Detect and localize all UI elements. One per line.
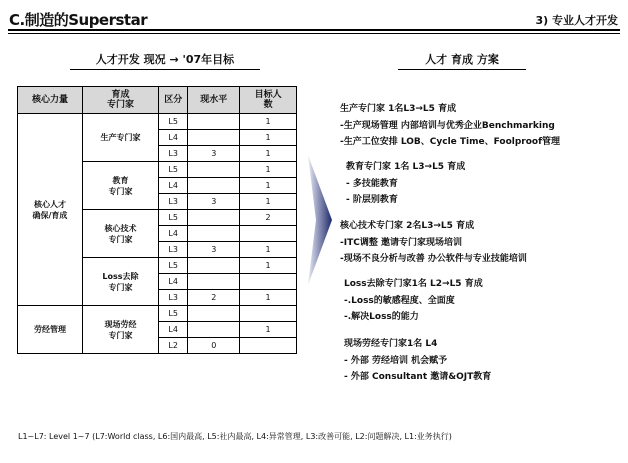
plan-line: -现场不良分析与改善 办公软件与专业技能培训 [340,254,527,264]
current-cell [188,130,240,146]
level-footnote: L1~L7: Level 1~7 (L7:World class, L6:国内最高, L5:社内最高, L4:异常管理, L3:改善可能, L2:问题解决, L1:业务执行) [18,432,452,441]
plan-line: -生产现场管理 内部培训与优秀企业Benchmarking [340,120,555,131]
header-cell-core: 核心力量 [18,87,83,114]
expert-core-tech: 核心技术 专门家 [82,210,158,258]
plan-line: -.Loss的敏感程度、全面度 [344,295,455,306]
level-cell: L4 [159,274,188,290]
current-cell [188,322,240,338]
table-row [18,114,297,130]
level-cell: L3 [159,146,188,162]
expert-production: 生产专门家 [82,114,158,162]
plan-labor-field [344,336,491,386]
right-subtitle: 人才 育成 方案 [398,51,526,70]
current-cell: 3 [188,194,240,210]
plan-production [340,101,560,151]
target-cell: 1 [240,178,297,194]
header-cell-level: 区分 [159,87,188,114]
target-cell: 1 [240,162,297,178]
target-cell: 1 [240,194,297,210]
plan-line: Loss去除专门家1名 L2→L5 育成 [344,279,483,289]
expert-labor-field: 现场劳经 专门家 [82,306,158,354]
current-cell [188,114,240,130]
target-cell [240,306,297,322]
current-cell [188,226,240,242]
header-divider [8,29,620,31]
current-cell [188,258,240,274]
level-cell: L3 [159,242,188,258]
target-cell [240,226,297,242]
current-cell: 2 [188,290,240,306]
talent-status-table [17,86,297,354]
target-cell: 1 [240,130,297,146]
plan-line: - 多技能教育 [346,178,398,189]
current-cell: 3 [188,146,240,162]
table-row [18,306,297,322]
target-cell: 1 [240,290,297,306]
target-cell: 1 [240,322,297,338]
current-cell [188,178,240,194]
plan-line: 现场劳经专门家1名 L4 [344,339,438,349]
chevron-right-icon [308,155,332,285]
current-cell [188,210,240,226]
level-cell: L5 [159,306,188,322]
plan-education [346,159,465,209]
expert-loss-removal: Loss去除 专门家 [82,258,158,306]
level-cell: L4 [159,130,188,146]
header-cell-current: 现水平 [188,87,240,114]
target-cell: 1 [240,242,297,258]
table-header-row [18,87,297,114]
level-cell: L5 [159,210,188,226]
plan-line: -生产工位安排 LOB、Cycle Time、Foolproof管理 [340,137,561,147]
plan-line: - 阶层别教育 [346,195,398,205]
plan-line: 教育专门家 1名 L3→L5 育成 [346,162,466,172]
level-cell: L5 [159,162,188,178]
section-label: 3) 专业人才开发 [535,14,618,27]
target-cell [240,274,297,290]
plan-line: 生产专门家 1名L3→L5 育成 [340,104,457,114]
category-labor-management: 劳经管理 [18,306,83,354]
header-cell-expert: 育成 专门家 [82,87,158,114]
level-cell: L4 [159,178,188,194]
level-cell: L5 [159,114,188,130]
target-cell: 1 [240,258,297,274]
page-title: C.制造的Superstar [9,11,148,29]
level-cell: L3 [159,194,188,210]
category-core-talent: 核心人才 确保/育成 [18,114,83,306]
level-cell: L2 [159,338,188,354]
target-cell: 2 [240,210,297,226]
header-cell-target: 目标人 数 [240,87,297,114]
expert-education: 教育 专门家 [82,162,158,210]
current-cell [188,274,240,290]
target-cell: 1 [240,114,297,130]
level-cell: L4 [159,226,188,242]
plan-core-tech [340,218,527,268]
target-cell: 1 [240,146,297,162]
level-cell: L4 [159,322,188,338]
current-cell [188,306,240,322]
plan-line: 核心技术专门家 2名L3→L5 育成 [340,221,475,231]
left-subtitle: 人才开发 现况 → '07年目标 [70,51,260,70]
plan-line: - 外部 劳经培训 机会赋予 [344,355,448,366]
current-cell [188,162,240,178]
level-cell: L5 [159,258,188,274]
plan-line: -ITC调整 邀请专门家现场培训 [340,237,462,248]
plan-line: -.解决Loss的能力 [344,312,419,322]
plan-line: - 外部 Consultant 邀请&OJT教育 [344,372,492,382]
current-cell: 3 [188,242,240,258]
current-cell: 0 [188,338,240,354]
level-cell: L3 [159,290,188,306]
header-divider-thin [8,33,620,34]
target-cell [240,338,297,354]
plan-loss-removal [344,276,483,326]
